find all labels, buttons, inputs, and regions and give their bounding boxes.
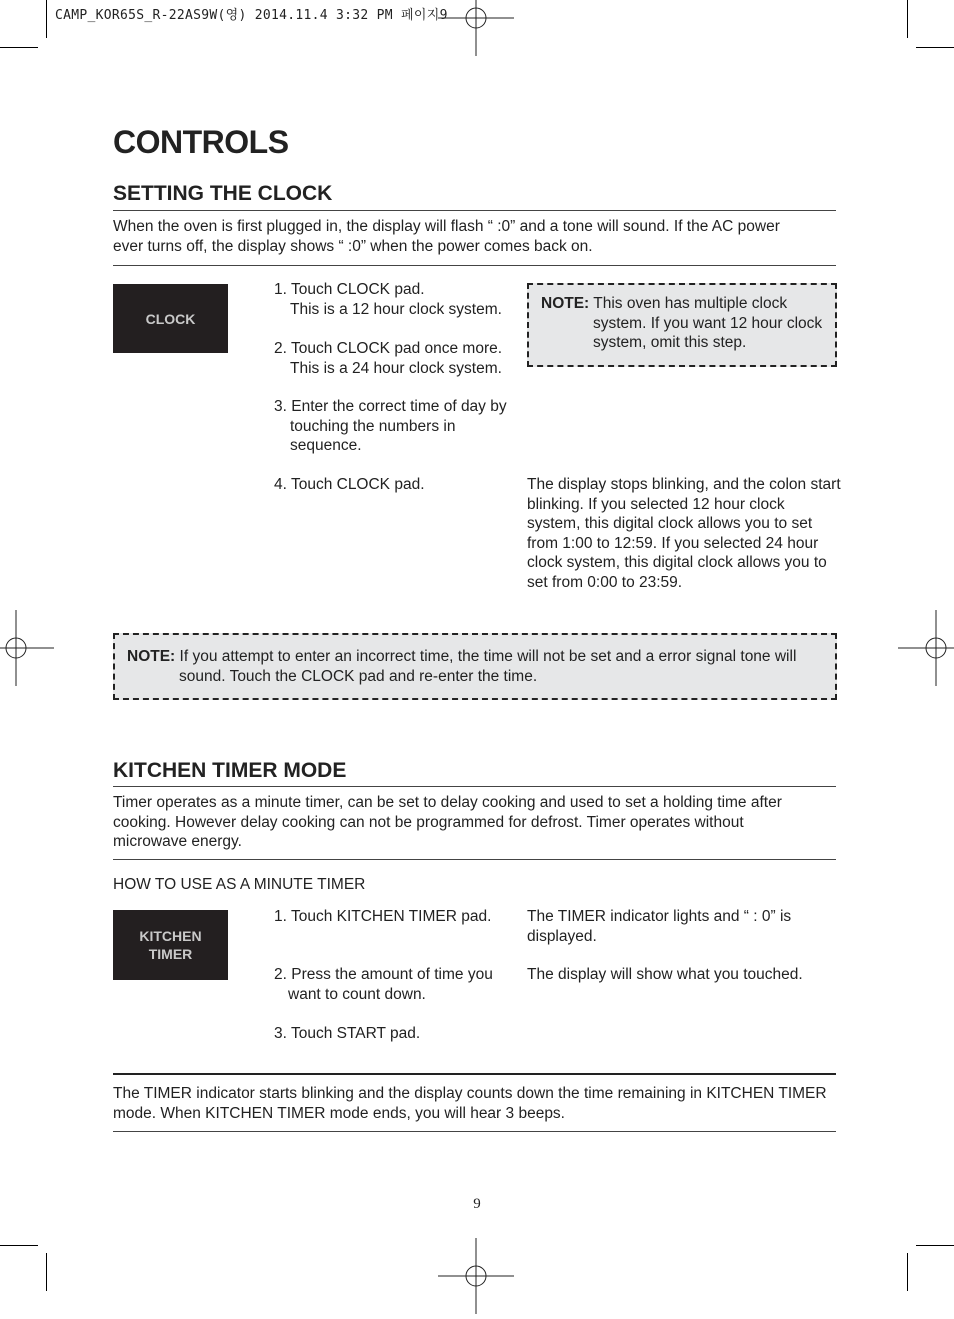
kitchen-timer-pad-button[interactable]: KITCHEN TIMER	[113, 910, 228, 980]
registration-mark-icon	[898, 610, 954, 686]
crop-mark	[0, 47, 38, 48]
clock-step-1: 1. Touch CLOCK pad. This is a 12 hour clock system.	[274, 281, 502, 318]
note-label: NOTE:	[541, 295, 590, 312]
crop-mark	[916, 47, 954, 48]
timer-result-1: The TIMER indicator lights and “ : 0” is displayed.	[527, 908, 792, 945]
timer-result-2: The display will show what you touched.	[527, 966, 803, 983]
divider	[113, 1073, 836, 1075]
timer-footer-text: The TIMER indicator starts blinking and the display counts down the time remaining in KITCHEN TIMER mode. When KITCHEN TIMER mode ends, you will hear 3 beeps.	[113, 1085, 827, 1122]
crop-mark	[907, 1253, 908, 1291]
crop-mark	[907, 0, 908, 38]
clock-side-note: NOTE: This oven has multiple clock system. If you want 12 hour clock system, omit this step.	[527, 283, 837, 367]
registration-mark-icon	[438, 0, 514, 56]
registration-mark-icon	[438, 1238, 514, 1314]
note-label: NOTE:	[127, 648, 176, 665]
crop-mark	[916, 1245, 954, 1246]
page-number: 9	[473, 1196, 481, 1212]
timer-subheading: HOW TO USE AS A MINUTE TIMER	[113, 876, 366, 893]
clock-result-text: The display stops blinking, and the colon start blinking. If you selected 12 hour clock system, this digital clock allows you to set from 1:00 to 12:59. If you selected 24 hour clock system, this digital clock allows you to set from 0:00 to 23:59.	[527, 476, 841, 591]
crop-mark	[46, 0, 47, 38]
clock-bottom-note: NOTE: If you attempt to enter an incorrect time, the time will not be set and a error signal tone will sound. Touch the CLOCK pad and re-enter the time.	[113, 633, 837, 700]
registration-mark-icon	[0, 610, 54, 686]
divider	[113, 1131, 836, 1132]
clock-intro: When the oven is first plugged in, the display will flash “ :0” and a tone will sound. If the AC power ever turns off, the display shows “ :0” when the power comes back on.	[113, 218, 780, 255]
timer-step-3: 3. Touch START pad.	[274, 1025, 421, 1042]
divider	[113, 265, 836, 266]
page-title: CONTROLS	[113, 124, 289, 160]
divider	[113, 786, 836, 787]
crop-mark	[0, 1245, 38, 1246]
timer-step-2: 2. Press the amount of time you want to count down.	[274, 966, 493, 1003]
print-header: CAMP_KOR65S_R-22AS9W(영) 2014.11.4 3:32 PM 페이지9	[55, 8, 448, 23]
section-heading-clock: SETTING THE CLOCK	[113, 182, 333, 205]
clock-step-4: 4. Touch CLOCK pad.	[274, 476, 425, 493]
divider	[113, 859, 836, 860]
timer-intro: Timer operates as a minute timer, can be set to delay cooking and used to set a holding time after cooking. However delay cooking can not be programmed for defrost. Timer operates without microwave energy.	[113, 794, 782, 850]
timer-step-1: 1. Touch KITCHEN TIMER pad.	[274, 908, 492, 925]
crop-mark	[46, 1253, 47, 1291]
clock-step-3: 3. Enter the correct time of day by touching the numbers in sequence.	[274, 398, 507, 454]
clock-pad-button[interactable]: CLOCK	[113, 284, 228, 353]
divider	[113, 210, 836, 211]
clock-step-2: 2. Touch CLOCK pad once more. This is a 24 hour clock system.	[274, 340, 503, 377]
section-heading-timer: KITCHEN TIMER MODE	[113, 759, 347, 782]
